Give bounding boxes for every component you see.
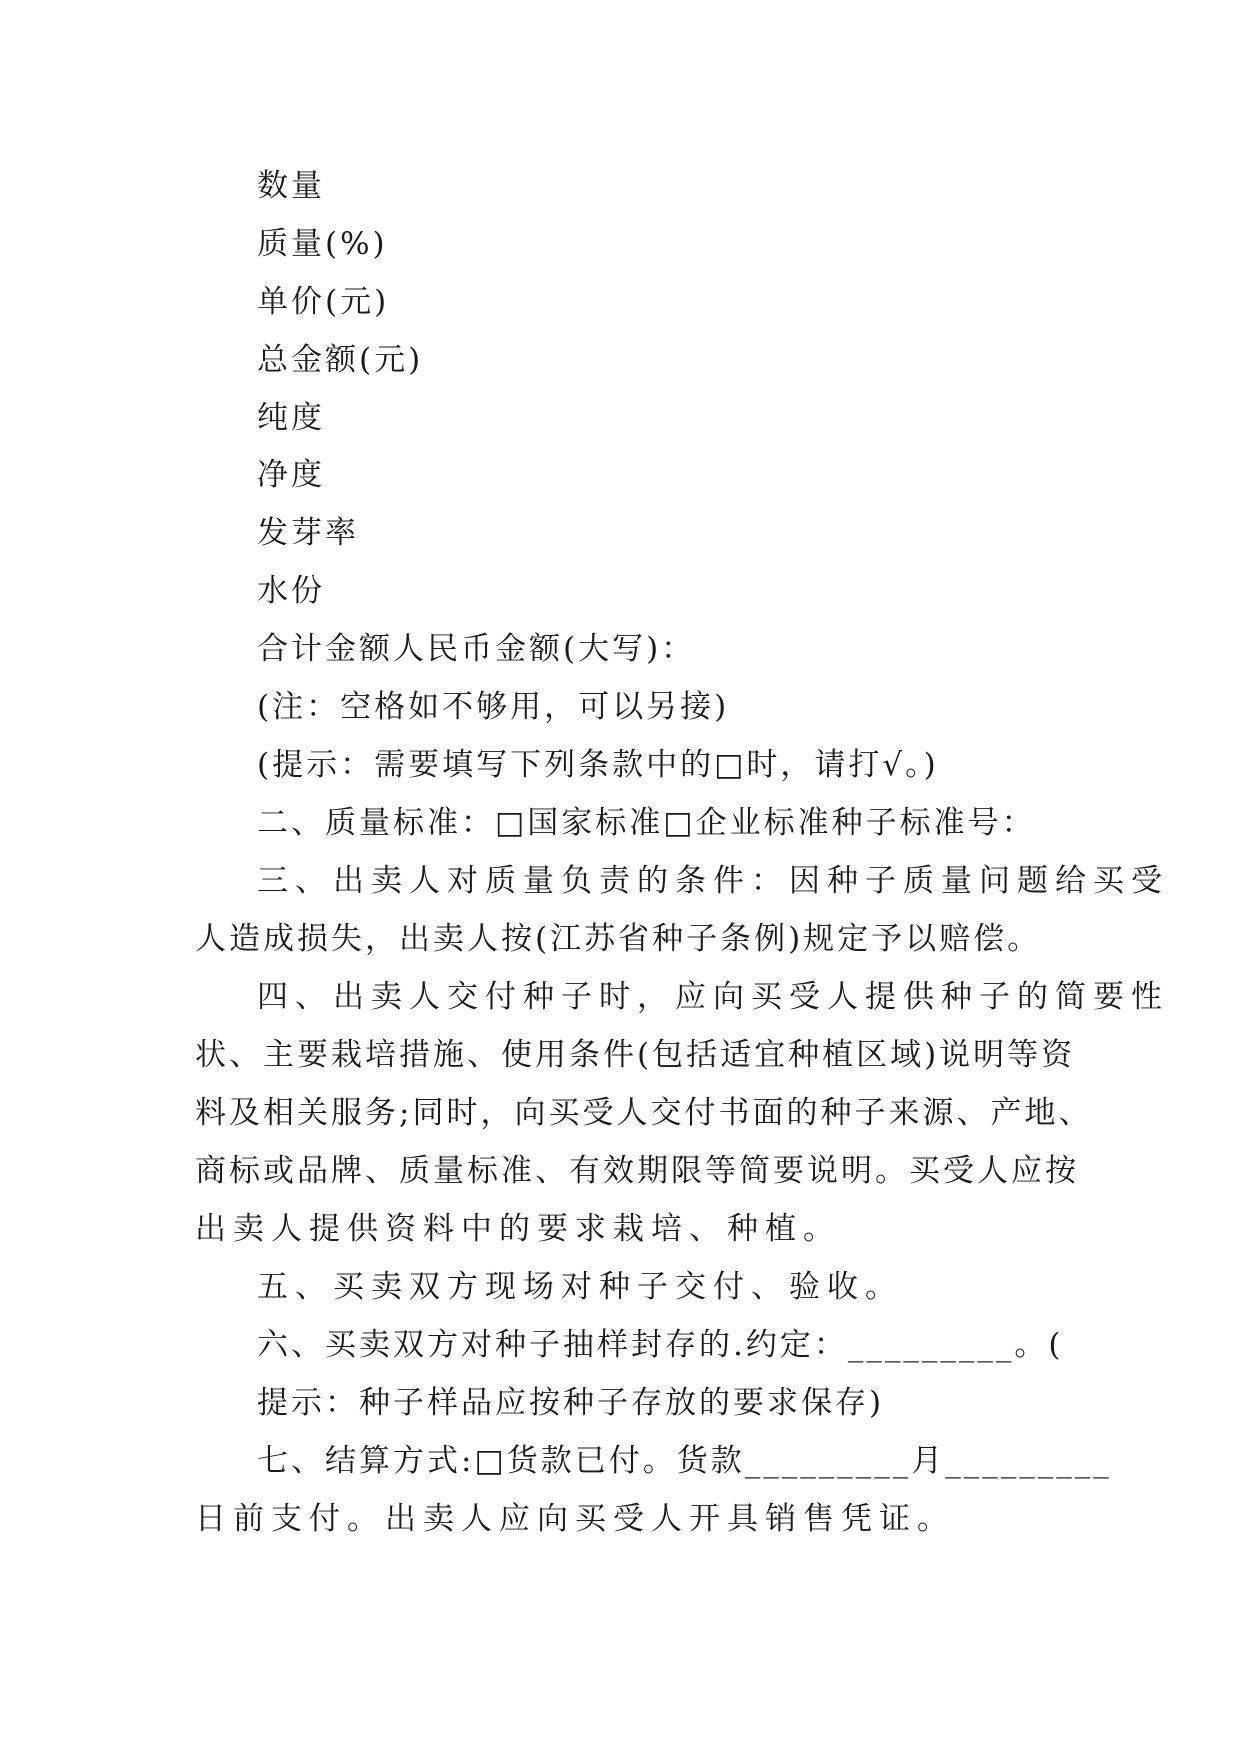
clause-6-line-2: 提示：种子样品应按种子存放的要求保存) <box>257 1385 885 1421</box>
item-unit-price: 单价(元) <box>257 284 390 320</box>
clause-4-line-5: 出卖人提供资料中的要求栽培、种植。 <box>195 1211 841 1247</box>
clause-7-line-2: 日前支付。出卖人应向买受人开具销售凭证。 <box>195 1501 955 1537</box>
note-line: (注：空格如不够用，可以另接) <box>257 689 730 725</box>
clause-2-quality-standard: 二、质量标准：□国家标准□企业标准种子标准号： <box>257 805 1036 841</box>
hint-line: (提示：需要填写下列条款中的□时，请打√。) <box>257 747 939 783</box>
item-quality: 质量(%) <box>257 226 388 262</box>
item-total-amount: 总金额(元) <box>257 342 424 378</box>
item-quantity: 数量 <box>257 168 325 204</box>
clause-4-line-1: 四、出卖人交付种子时，应向买受人提供种子的简要性 <box>257 979 1169 1015</box>
clause-4-line-3: 料及相关服务;同时，向买受人交付书面的种子来源、产地、 <box>195 1095 1093 1131</box>
clause-6-line-1: 六、买卖双方对种子抽样封存的.约定：_________。( <box>257 1327 1064 1363</box>
clause-4-line-2: 状、主要栽培措施、使用条件(包括适宜种植区域)说明等资 <box>195 1037 1076 1073</box>
clause-3-line-2: 人造成损失，出卖人按(江苏省种子条例)规定予以赔偿。 <box>195 921 1042 957</box>
item-moisture: 水份 <box>257 573 325 609</box>
item-germination-rate: 发芽率 <box>257 515 359 551</box>
item-cleanliness: 净度 <box>257 457 325 493</box>
clause-4-line-4: 商标或品牌、质量标准、有效期限等简要说明。买受人应按 <box>195 1153 1079 1189</box>
item-purity: 纯度 <box>257 400 325 436</box>
total-amount-line: 合计金额人民币金额(大写)： <box>257 631 696 667</box>
clause-5: 五、买卖双方现场对种子交付、验收。 <box>257 1269 903 1305</box>
clause-7-line-1: 七、结算方式:□货款已付。货款_________月_________ <box>257 1443 1112 1479</box>
clause-3-line-1: 三、出卖人对质量负责的条件：因种子质量问题给买受 <box>257 863 1169 899</box>
